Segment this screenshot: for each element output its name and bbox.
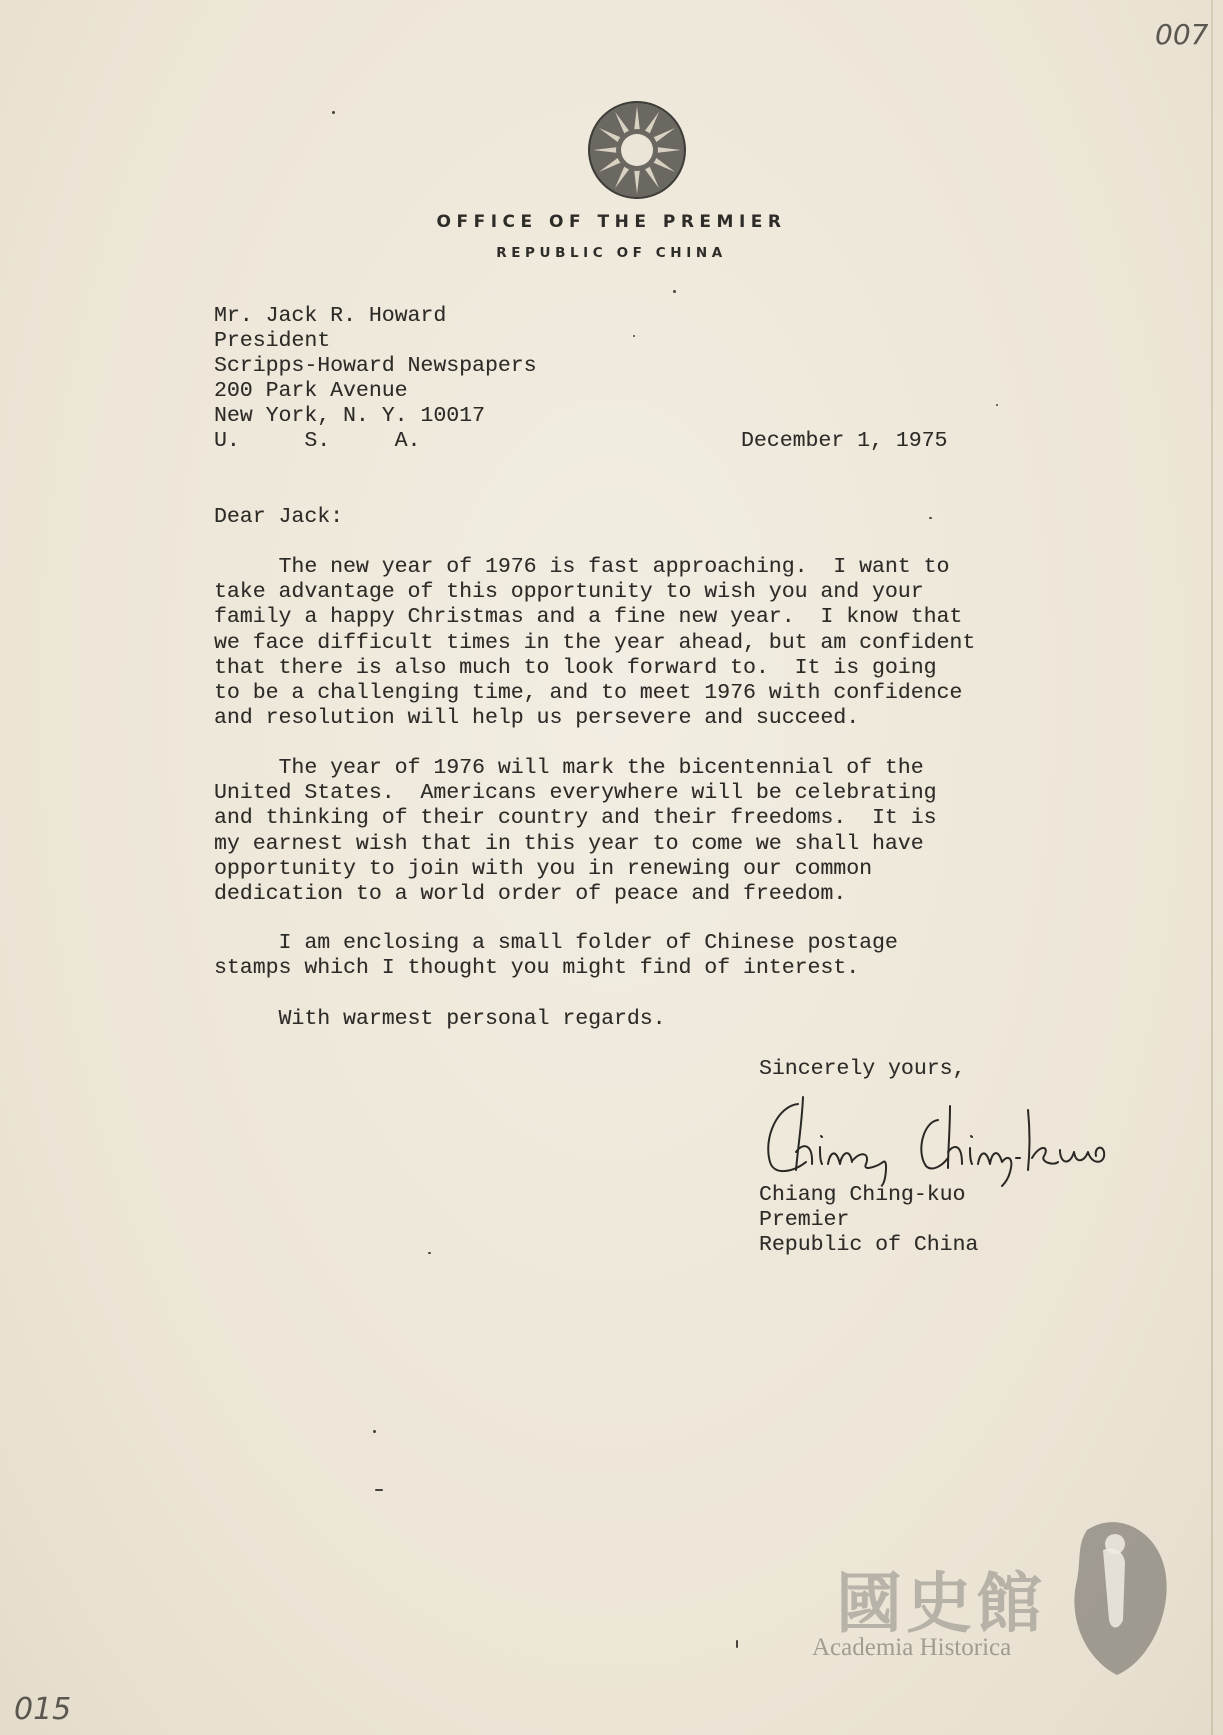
paper-speck bbox=[673, 290, 676, 293]
recipient-name: Mr. Jack R. Howard bbox=[214, 304, 447, 328]
letterhead-republic: REPUBLIC OF CHINA bbox=[496, 245, 727, 261]
paper-speck bbox=[375, 1489, 383, 1491]
signer-country: Republic of China bbox=[759, 1233, 979, 1257]
archive-watermark bbox=[812, 1510, 1182, 1680]
sun-emblem-seal-icon bbox=[587, 100, 687, 200]
letterhead-office: OFFICE OF THE PREMIER bbox=[436, 212, 787, 232]
recipient-title: President bbox=[214, 329, 331, 353]
signer-title: Premier bbox=[759, 1208, 850, 1232]
watermark-chinese: 國史館 bbox=[836, 1564, 1046, 1642]
paper-speck bbox=[428, 1252, 431, 1254]
archive-number-bottom: 015 bbox=[14, 1692, 72, 1727]
recipient-country: U. S. A. bbox=[214, 429, 421, 453]
paper-speck bbox=[373, 1430, 376, 1433]
regards-line: With warmest personal regards. bbox=[214, 1007, 666, 1031]
paper-speck bbox=[633, 335, 635, 337]
paper-speck bbox=[736, 1640, 738, 1648]
salutation: Dear Jack: bbox=[214, 505, 344, 529]
handwritten-signature bbox=[758, 1092, 1138, 1187]
sign-off: Sincerely yours, bbox=[759, 1057, 966, 1081]
recipient-organization: Scripps-Howard Newspapers bbox=[214, 354, 537, 378]
archive-number-top: 007 bbox=[1155, 18, 1209, 51]
signer-name: Chiang Ching-kuo bbox=[759, 1183, 966, 1207]
paper-speck bbox=[332, 111, 335, 114]
recipient-city: New York, N. Y. 10017 bbox=[214, 404, 485, 428]
body-paragraph-2: The year of 1976 will mark the bicentennial of the United States. Americans everywhere will be celebrating and thinking of their country and their freedoms. It is my earnest wish that in this year to come we shall have opportunity to join with you in renewing our common dedication to a world order of peace and freedom. bbox=[214, 756, 937, 907]
archive-logo-icon bbox=[1047, 1510, 1177, 1680]
recipient-street: 200 Park Avenue bbox=[214, 379, 408, 403]
body-paragraph-1: The new year of 1976 is fast approaching. I want to take advantage of this opportunity to wish you and your family a happy Christmas and a fine new year. I know that we face difficult times in the year ahead, but am confident that there is also much to look forward to. It is going to be a challenging time, and to meet 1976 with confidence and resolution will help us persevere and succeed. bbox=[214, 555, 976, 731]
paper-speck bbox=[996, 404, 998, 406]
letter-date: December 1, 1975 bbox=[741, 429, 948, 453]
watermark-english: Academia Historica bbox=[812, 1634, 1012, 1661]
body-paragraph-3: I am enclosing a small folder of Chinese postage stamps which I thought you might find of interest. bbox=[214, 931, 898, 981]
paper-speck bbox=[929, 517, 932, 519]
